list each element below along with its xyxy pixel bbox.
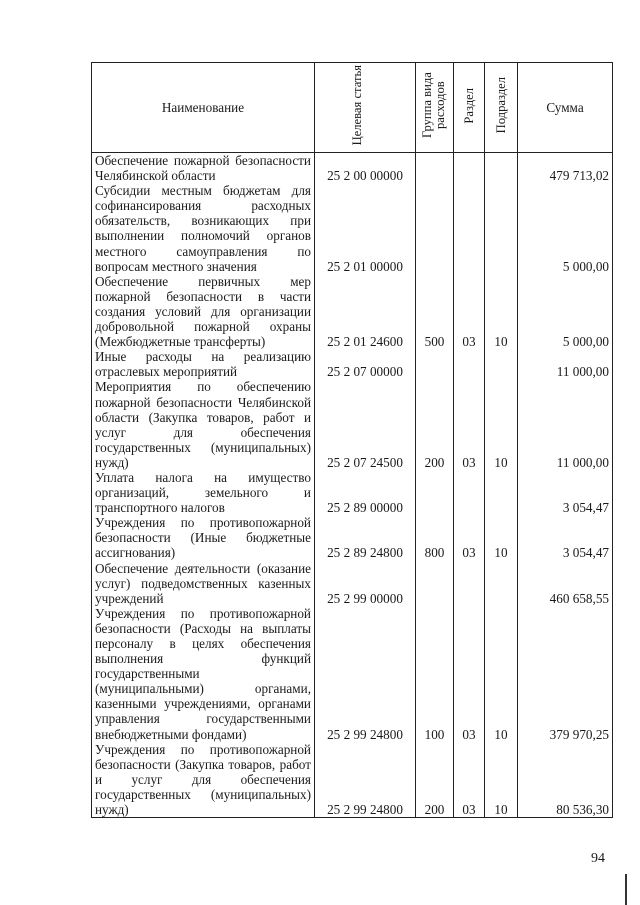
cell-section: 03 [454,515,485,560]
cell-code: 25 2 07 00000 [315,349,416,379]
page-number: 94 [591,851,605,866]
cell-sum: 5 000,00 [518,274,613,349]
cell-subsection: 10 [485,606,518,742]
table-row [92,274,613,349]
table-row [92,742,613,818]
cell-sum: 460 658,55 [518,561,613,606]
cell-section: 03 [454,742,485,818]
cell-name: Учреждения по противопожарной безопасности (Расходы на выплаты персоналу в целях обеспечения выполнения функций государственными (муниципальными) органами, казенными учреждениями, органами управления государственными внебюджетными фондами) [92,606,315,742]
cell-name: Учреждения по противопожарной безопасности (Иные бюджетные ассигнования) [92,515,315,560]
table-header-row [92,63,613,153]
header-subsection: Подраздел [485,63,518,153]
cell-section [454,183,485,274]
cell-subsection: 10 [485,515,518,560]
cell-group: 500 [416,274,454,349]
cell-group: 100 [416,606,454,742]
cell-code: 25 2 99 24800 [315,606,416,742]
cell-name: Мероприятия по обеспечению пожарной безопасности Челябинской области (Закупка товаров, работ и услуг для обеспечения государственных (муниципальных) нужд) [92,379,315,470]
cell-subsection: 10 [485,379,518,470]
cell-sum: 11 000,00 [518,349,613,379]
cell-code: 25 2 00 00000 [315,153,416,184]
cell-subsection [485,470,518,515]
cell-sum: 5 000,00 [518,183,613,274]
table-row [92,515,613,560]
cell-subsection: 10 [485,742,518,818]
table-row [92,606,613,742]
header-group: Группа вида расходов [416,63,454,153]
cell-code: 25 2 99 00000 [315,561,416,606]
budget-table [91,62,613,818]
cell-name: Субсидии местным бюджетам для софинансирования расходных обязательств, возникающих при выполнении полномочий органов местного самоуправления по вопросам местного значения [92,183,315,274]
cell-subsection [485,349,518,379]
cell-code: 25 2 01 00000 [315,183,416,274]
cell-section: 03 [454,606,485,742]
cell-code: 25 2 89 24800 [315,515,416,560]
cell-name: Обеспечение деятельности (оказание услуг) подведомственных казенных учреждений [92,561,315,606]
cell-group: 800 [416,515,454,560]
cell-section: 03 [454,274,485,349]
cell-group [416,470,454,515]
header-sum: Сумма [518,63,613,153]
cell-code: 25 2 99 24800 [315,742,416,818]
table-row [92,153,613,184]
cell-group [416,153,454,184]
cell-subsection [485,561,518,606]
cell-name: Уплата налога на имущество организаций, земельного и транспортного налогов [92,470,315,515]
cell-sum: 3 054,47 [518,515,613,560]
cell-sum: 479 713,02 [518,153,613,184]
cell-group: 200 [416,742,454,818]
scan-edge-mark [625,874,627,905]
header-section: Раздел [454,63,485,153]
cell-section: 03 [454,379,485,470]
cell-group: 200 [416,379,454,470]
table-row [92,379,613,470]
cell-subsection: 10 [485,274,518,349]
cell-name: Обеспечение пожарной безопасности Челябинской области [92,153,315,184]
cell-sum: 379 970,25 [518,606,613,742]
cell-sum: 11 000,00 [518,379,613,470]
cell-group [416,349,454,379]
table-row [92,470,613,515]
table-row [92,349,613,379]
cell-subsection [485,183,518,274]
cell-section [454,349,485,379]
cell-section [454,470,485,515]
cell-section [454,153,485,184]
cell-code: 25 2 89 00000 [315,470,416,515]
cell-group [416,561,454,606]
cell-name: Иные расходы на реализацию отраслевых мероприятий [92,349,315,379]
cell-subsection [485,153,518,184]
cell-sum: 3 054,47 [518,470,613,515]
cell-code: 25 2 07 24500 [315,379,416,470]
table-row [92,561,613,606]
cell-section [454,561,485,606]
cell-name: Обеспечение первичных мер пожарной безопасности в части создания условий для организации добровольной пожарной охраны (Межбюджетные трансферты) [92,274,315,349]
table-row [92,183,613,274]
cell-sum: 80 536,30 [518,742,613,818]
header-code: Целевая статья [315,63,416,153]
header-name: Наименование [92,63,315,153]
cell-code: 25 2 01 24600 [315,274,416,349]
cell-name: Учреждения по противопожарной безопасности (Закупка товаров, работ и услуг для обеспечения государственных (муниципальных) нужд) [92,742,315,818]
cell-group [416,183,454,274]
